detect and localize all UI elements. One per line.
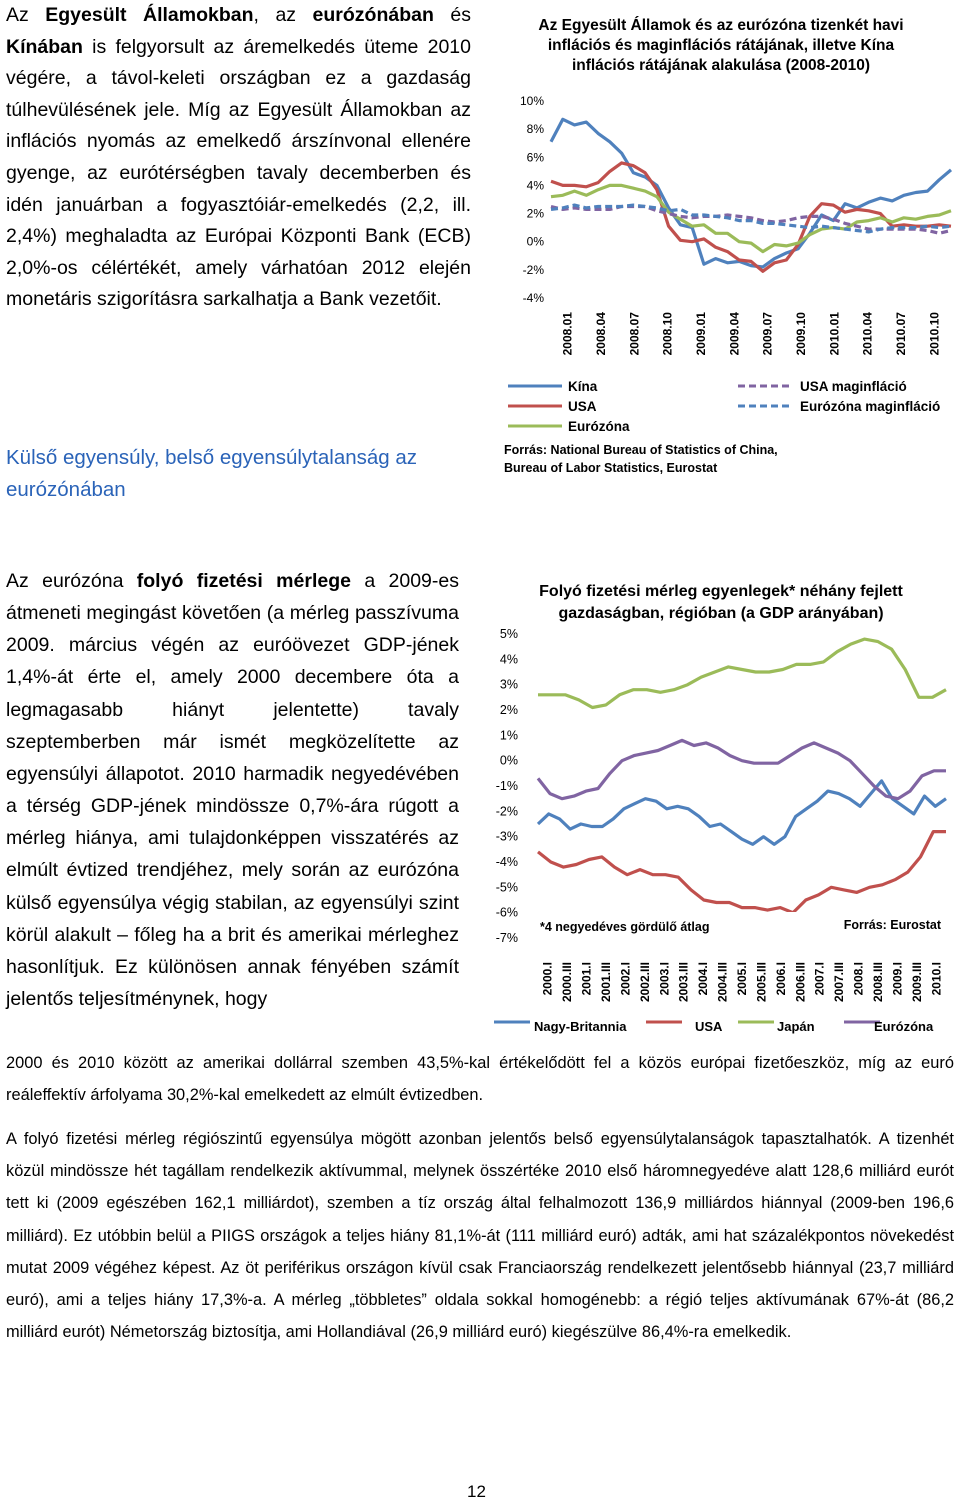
chart-title-line: Folyó fizetési mérleg egyenlegek* néhány fejlett [539,583,903,600]
x-tick-label: 2010.07 [894,312,908,356]
y-tick-label: 0% [526,234,544,249]
legend-label: Eurózóna [874,1019,934,1034]
series-line-usa [538,832,946,913]
y-tick-label: -5% [495,880,518,895]
x-tick-label: 2010.04 [860,312,875,356]
x-tick-label: 2009.01 [694,312,708,356]
series-line-eurózóna [538,740,946,798]
chart-source-line: Bureau of Labor Statistics, Eurostat [504,461,718,475]
y-tick-label: 10% [519,94,544,108]
x-tick-label: 2008.I [851,962,866,996]
y-tick-label: 8% [526,122,544,137]
current-account-paragraph-continued: 2000 és 2010 között az amerikai dollárral szemben 43,5%-kal értékelődött fel a közös európai fizetőeszköz, míg az euró reáleffektív árfolyama 30,2%-kal emelkedett az elmúlt évtizedben. [6,1054,954,1105]
x-tick-label: 2004.III [715,962,730,1003]
series-line-japán [538,639,946,707]
series-line-nagy-britannia [538,781,946,844]
x-tick-label: 2001.III [599,962,613,1003]
x-tick-label: 2002.I [618,962,633,996]
x-tick-label: 2009.04 [727,312,742,356]
x-tick-label: 2006.III [793,962,808,1003]
x-tick-label: 2000.I [540,962,555,996]
legend-label: Eurózóna [568,419,630,434]
x-tick-label: 2006.I [773,962,788,996]
x-tick-label: 2008.07 [627,312,642,356]
x-tick-label: 2004.I [696,962,711,996]
chart-note: *4 negyedéves gördülő átlag [540,920,710,934]
imbalance-paragraph: A folyó fizetési mérleg régiószintű egyensúlya mögött azonban jelentős belső egyensúlytalanságok tapasztalhatók. A tizenhét közül mindössze hét tagállam rendelkezik aktívummal, melynek összértéke 2010 első háromnegyedéve alatt 128,6 milliárd eurót tett ki (2009 egészében 162,1 milliárdot), szemben a tíz ország által felhalmozott 136,9 milliárdos hiánnyal (2009-ben 196,6 milliárd). Ez utóbbin belül a PIIGS országok a teljes hiány 81,1%-át (111 milliárd euró) adták, ami hat százalékpontos növekedést mutat 2009 végéhez képest. Az öt periférikus országon kívül csak Franciaország rendelkezett jelentősebb hiánnyal (23,7 milliárd euró), ami a teljes hiány 17,3%-a. A mérleg „többletes” oldala sokkal homogénebb: a régió teljes aktívumának 67%-át (86,2 milliárd eurót) Németország biztosítja, ami Hollandiával (26,9 milliárd euró) kiegészülve 86,4%-ra emelkedik. [6,1130,954,1342]
x-tick-label: 2010.I [929,962,944,996]
x-tick-label: 2009.I [890,962,905,996]
current-account-paragraph: Az eurózóna folyó fizetési mérlege a 2009-es átmeneti megingást követően (a mérleg passzívuma 2009. március végén az euróövezet GDP-jének 1,4%-át érte el, amely 2000 decembere óta a legmagasabb hiányt jelentette) tavaly szeptemberben már ismét megközelítette az egyensúlyi állapotot. 2010 harmadik negyedévében a térség GDP-jének mindössze 0,7%-ára rúgott a mérleg hiánya, ami tulajdonképpen visszatérés az elmúlt évtized trendjéhez, mely során az eurózóna külső egyensúlya végig stabilan, az egyensúlyi szint körül alakult – főleg ha a brit és amerikai mérleghez hasonlítjuk. Ez különösen annak fényében számít jelentős teljesítménynek, hogy [6,570,459,1011]
intro-paragraph: Az Egyesült Államokban, az eurózónában és Kínában is felgyorsult az áremelkedés üteme 2010 végére, a távol-keleti országban ez a gazdaság túlhevülésének jele. Míg az Egyesült Államokban az inflációs nyomás az emelkedő árszínvonal ellenére gyenge, az eurótérségben tavaly decemberben és idén januárban a fogyasztóiár-emelkedés (2,2, ill. 2,4%) meghaladta az Európai Központi Bank (ECB) 2,0%-os célértékét, amely várhatóan 2012 elején monetáris szigorításra sarkalhatja a Bank vezetőit. [6,4,471,311]
section-heading: Külső egyensúly, belső egyensúlytalanság az eurózónában [6,446,418,501]
y-tick-label: -7% [495,931,518,945]
y-tick-label: 0% [499,753,518,768]
x-tick-label: 2008.III [871,962,885,1003]
x-tick-label: 2008.04 [594,312,608,356]
chart-source: Forrás: Eurostat [843,918,941,932]
y-tick-label: -3% [495,829,518,844]
y-tick-label: -1% [495,779,518,793]
x-tick-label: 2003.III [676,962,691,1003]
chart-source-line: Forrás: National Bureau of Statistics of China, [504,443,778,457]
y-tick-label: 5% [499,627,518,641]
legend-label: USA maginfláció [800,379,907,394]
x-tick-label: 2008.01 [560,312,575,356]
x-tick-label: 2009.10 [794,312,808,356]
legend-label: USA [568,399,597,414]
y-tick-label: 1% [499,728,518,743]
x-tick-label: 2005.III [754,962,769,1003]
y-tick-label: 3% [499,677,518,692]
legend-label: Kína [568,379,598,394]
x-tick-label: 2000.III [560,962,575,1003]
x-tick-label: 2003.I [657,962,672,996]
y-tick-label: -2% [495,804,518,819]
x-tick-label: 2002.III [637,962,652,1003]
chart-title-line: gazdaságban, régióban (a GDP arányában) [558,605,884,622]
x-tick-label: 2009.III [909,962,924,1003]
inflation-chart-svg [486,0,960,480]
inflation-chart [486,0,960,480]
chart-title-line: inflációs rátájának alakulása (2008-2010) [571,57,871,74]
y-tick-label: -2% [522,262,544,277]
chart-title-line: Az Egyesült Államok és az eurózóna tizenkét havi [538,17,904,34]
x-tick-label: 2001.I [579,962,594,996]
chart-title-line: inflációs és maginflációs rátájának, illetve Kína [547,37,895,54]
current-account-chart-svg [486,572,960,1042]
y-tick-label: -4% [522,291,544,305]
x-tick-label: 2008.10 [660,312,675,356]
y-tick-label: 6% [526,150,544,165]
x-tick-label: 2007.I [812,962,827,996]
x-tick-label: 2010.01 [827,312,842,356]
y-tick-label: 4% [499,652,518,667]
legend-label: Eurózóna maginfláció [800,399,941,414]
current-account-chart [486,572,960,1042]
x-tick-label: 2009.07 [760,312,775,356]
page-number: 12 [467,1482,486,1501]
legend-label: Nagy-Britannia [534,1019,627,1034]
y-tick-label: 2% [526,206,544,221]
y-tick-label: -6% [495,905,518,920]
legend-label: Japán [777,1019,815,1034]
y-tick-label: 2% [499,703,518,717]
x-tick-label: 2010.10 [927,312,942,356]
x-tick-label: 2005.I [735,962,749,996]
legend-label: USA [695,1019,723,1034]
y-tick-label: 4% [526,178,544,193]
y-tick-label: -4% [495,855,518,869]
x-tick-label: 2007.III [832,962,847,1003]
